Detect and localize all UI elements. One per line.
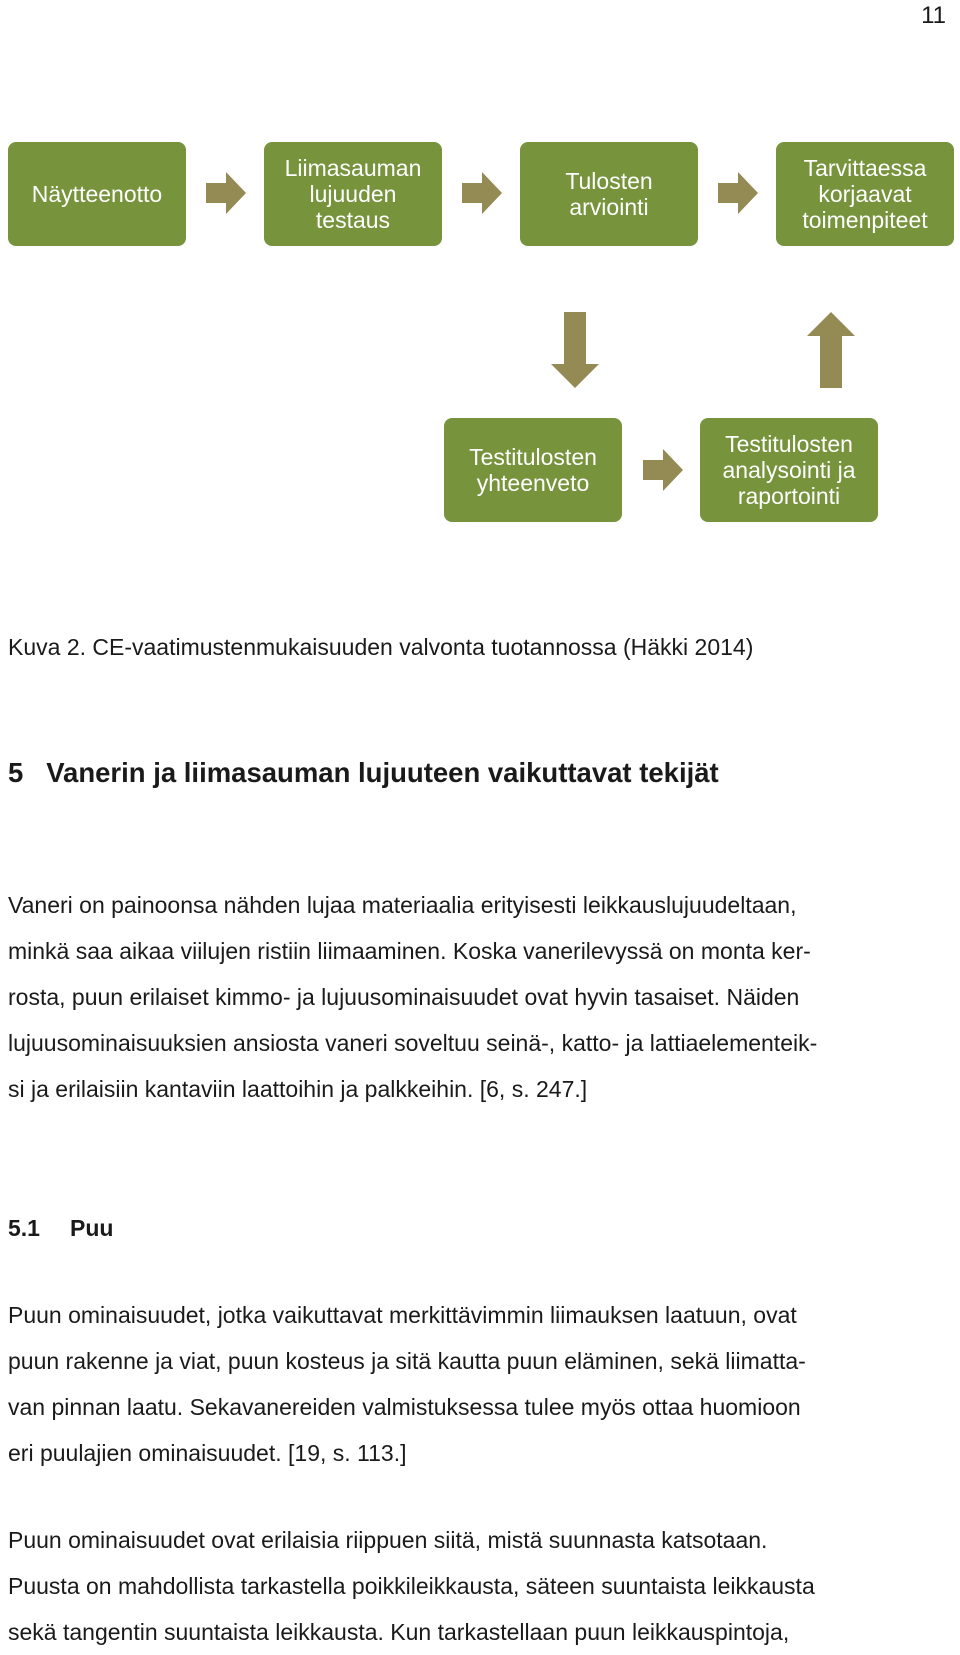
paragraph-line: puun rakenne ja viat, puun kosteus ja sitä kautta puun eläminen, sekä liimatta- <box>8 1348 806 1374</box>
paragraph-3 <box>8 1517 938 1655</box>
paragraph-2 <box>8 1292 938 1476</box>
flow-step-corrective-actions: Tarvittaessa korjaavat toimenpiteet <box>776 142 954 246</box>
paragraph-line: minkä saa aikaa viilujen ristiin liimaaminen. Koska vanerilevyssä on monta ker- <box>8 938 811 964</box>
flow-step-results-summary: Testitulosten yhteenveto <box>444 418 622 522</box>
paragraph-line: van pinnan laatu. Sekavanereiden valmistuksessa tulee myös ottaa huomioon <box>8 1394 801 1420</box>
paragraph-line: Puun ominaisuudet ovat erilaisia riippuen siitä, mistä suunnasta katsotaan. <box>8 1527 768 1553</box>
paragraph-line: sekä tangentin suuntaista leikkausta. Kun tarkastellaan puun leikkauspintoja, <box>8 1619 790 1645</box>
flow-step-results-evaluation: Tulosten arviointi <box>520 142 698 246</box>
paragraph-line: Puun ominaisuudet, jotka vaikuttavat merkittävimmin liimauksen laatuun, ovat <box>8 1302 797 1328</box>
paragraph-line: Vaneri on painoonsa nähden lujaa materiaalia erityisesti leikkauslujuudeltaan, <box>8 892 797 918</box>
flow-step-sampling: Näytteenotto <box>8 142 186 246</box>
section-number: 5 <box>8 757 24 788</box>
arrow-down-icon <box>551 312 599 388</box>
paragraph-1 <box>8 882 938 1112</box>
flow-step-analysis-reporting: Testitulosten analysointi ja raportointi <box>700 418 878 522</box>
subsection-title: Puu <box>70 1215 114 1241</box>
page-number: 11 <box>921 2 946 29</box>
paragraph-line: rosta, puun erilaiset kimmo- ja lujuusominaisuudet ovat hyvin tasaiset. Näiden <box>8 984 800 1010</box>
arrow-right-icon <box>462 172 502 214</box>
flow-step-bond-strength-testing: Liimasauman lujuuden testaus <box>264 142 442 246</box>
figure-caption: Kuva 2. CE-vaatimustenmukaisuuden valvonta tuotannossa (Häkki 2014) <box>8 634 754 660</box>
section-title: Vanerin ja liimasauman lujuuteen vaikuttavat tekijät <box>46 757 719 788</box>
paragraph-line: lujuusominaisuuksien ansiosta vaneri soveltuu seinä-, katto- ja lattiaelementeik- <box>8 1030 818 1056</box>
paragraph-line: Puusta on mahdollista tarkastella poikkileikkausta, säteen suuntaista leikkausta <box>8 1573 815 1599</box>
subsection-heading <box>8 1215 113 1242</box>
arrow-up-icon <box>807 312 855 388</box>
arrow-right-icon <box>718 172 758 214</box>
subsection-number: 5.1 <box>8 1215 40 1241</box>
section-heading <box>8 757 719 789</box>
arrow-right-icon <box>643 449 683 491</box>
arrow-right-icon <box>206 172 246 214</box>
paragraph-line: eri puulajien ominaisuudet. [19, s. 113.] <box>8 1440 407 1466</box>
paragraph-line: si ja erilaisiin kantaviin laattoihin ja palkkeihin. [6, s. 247.] <box>8 1076 588 1102</box>
